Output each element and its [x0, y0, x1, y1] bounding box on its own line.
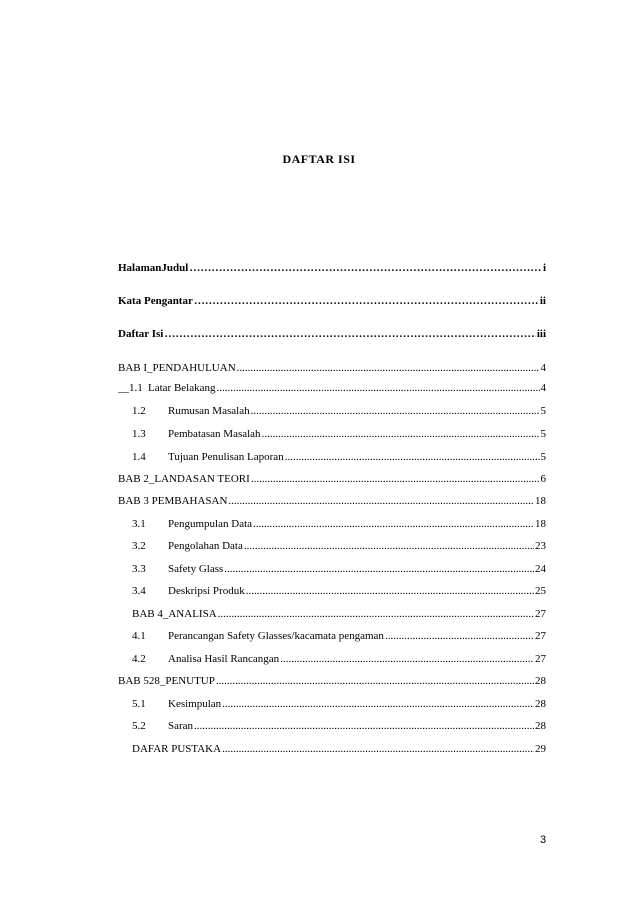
toc-entry: [118, 424, 546, 440]
toc-entry-page: 23: [535, 540, 546, 552]
toc-entry-number: 4.2: [132, 653, 146, 665]
toc-entry-page: 25: [535, 585, 546, 597]
toc-entry-label: Latar Belakang: [148, 382, 216, 394]
toc-entry-label: Perancangan Safety Glasses/kacamata pengaman: [168, 630, 384, 642]
toc-entry-label: Pengumpulan Data: [168, 518, 253, 530]
toc-leader-dots: [244, 540, 534, 552]
toc-entry-number: 4.1: [132, 630, 146, 642]
toc-entry-page: 4: [540, 362, 546, 374]
toc-leader-dots: [218, 608, 534, 620]
toc-entry-label: Kata Pengantar: [118, 295, 193, 307]
toc-leader-dots: [216, 675, 534, 687]
toc-entry: [118, 739, 546, 755]
toc-leader-dots: [253, 518, 534, 530]
toc-entry: [118, 536, 546, 552]
toc-entry-number: __1.1: [118, 382, 143, 394]
page-title: DAFTAR ISI: [282, 152, 356, 166]
toc-entry-number: 3.4: [132, 585, 146, 597]
toc-entry-page: 28: [535, 675, 546, 687]
toc-leader-dots: [237, 362, 540, 374]
toc-entry: [118, 469, 546, 485]
toc-entry-label: Daftar Isi: [118, 328, 164, 340]
toc-entry: [118, 716, 546, 732]
toc-entry: [118, 324, 546, 340]
toc-leader-dots: [217, 382, 540, 394]
toc-entry-label: Kesimpulan: [168, 698, 222, 710]
toc-entry-page: 6: [540, 473, 546, 485]
toc-leader-dots: [251, 405, 540, 417]
toc-entry-page: 29: [535, 743, 546, 755]
toc-entry-page: 27: [535, 630, 546, 642]
toc-entry-number: 5.2: [132, 720, 146, 732]
toc-entry-number: 3.3: [132, 563, 146, 575]
toc-entry: [118, 649, 546, 665]
toc-entry: [118, 694, 546, 710]
toc-leader-dots: [222, 698, 534, 710]
toc-entry: [118, 401, 546, 417]
toc-entry: [118, 491, 546, 507]
toc-leader-dots: [222, 743, 534, 755]
toc-entry-page: 24: [535, 563, 546, 575]
toc-entry: [118, 581, 546, 597]
page-number: 3: [540, 834, 547, 846]
toc-entry: [118, 258, 546, 274]
toc-entry: [118, 559, 546, 575]
toc-entry-page: 28: [535, 720, 546, 732]
toc-entry-page: i: [542, 262, 546, 274]
toc-leader-dots: [246, 585, 534, 597]
toc-leader-dots: [385, 630, 534, 642]
toc-entry-label: Rumusan Masalah: [168, 405, 250, 417]
toc-leader-dots: [285, 451, 540, 463]
toc-entry: [118, 447, 546, 463]
toc-entry: [118, 291, 546, 307]
toc-leader-dots: [228, 495, 534, 507]
toc-entry-label: HalamanJudul: [118, 262, 189, 274]
toc-leader-dots: [251, 473, 540, 485]
toc-leader-dots: [194, 295, 539, 307]
toc-entry-page: 5: [540, 451, 546, 463]
toc-entry-label: BAB 528_PENUTUP: [118, 675, 215, 687]
toc-entry: [118, 514, 546, 530]
toc-entry-label: Pembatasan Masalah: [168, 428, 261, 440]
toc-entry-label: Pengolahan Data: [168, 540, 243, 552]
toc-entry-label: BAB 4_ANALISA: [132, 608, 217, 620]
toc-entry-page: 27: [535, 653, 546, 665]
toc-entry-number: 1.3: [132, 428, 146, 440]
toc-leader-dots: [224, 563, 534, 575]
toc-entry-label: DAFAR PUSTAKA: [132, 743, 222, 755]
toc-entry: [118, 378, 546, 394]
toc-entry: [118, 671, 546, 687]
toc-entry-number: 1.4: [132, 451, 146, 463]
toc-entry-label: Tujuan Penulisan Laporan: [168, 451, 284, 463]
toc-entry-page: 5: [540, 405, 546, 417]
toc-entry-label: Deskripsi Produk: [168, 585, 245, 597]
toc-leader-dots: [262, 428, 540, 440]
toc-entry-label: BAB I_PENDAHULUAN: [118, 362, 236, 374]
toc-entry-label: BAB 3 PEMBAHASAN: [118, 495, 228, 507]
toc-entry-label: BAB 2_LANDASAN TEORI: [118, 473, 250, 485]
toc-leader-dots: [280, 653, 534, 665]
toc-entry-number: 3.2: [132, 540, 146, 552]
toc-entry-page: 27: [535, 608, 546, 620]
toc-entry-label: Saran: [168, 720, 194, 732]
toc-entry: [118, 604, 546, 620]
toc-entry-label: Safety Glass: [168, 563, 224, 575]
toc-leader-dots: [189, 262, 542, 274]
toc-entry-page: 18: [535, 495, 546, 507]
toc-entry-page: 5: [540, 428, 546, 440]
toc-entry-page: 4: [540, 382, 546, 394]
toc-entry-number: 5.1: [132, 698, 146, 710]
toc-entry-label: Analisa Hasil Rancangan: [168, 653, 280, 665]
toc-entry-page: ii: [539, 295, 546, 307]
toc-entry: [118, 626, 546, 642]
toc-entry-number: 1.2: [132, 405, 146, 417]
toc-leader-dots: [194, 720, 534, 732]
toc-entry-page: 18: [535, 518, 546, 530]
toc-entry-number: 3.1: [132, 518, 146, 530]
toc-entry-page: iii: [536, 328, 546, 340]
toc-entry-page: 28: [535, 698, 546, 710]
toc-entry: [118, 358, 546, 374]
toc-leader-dots: [164, 328, 536, 340]
